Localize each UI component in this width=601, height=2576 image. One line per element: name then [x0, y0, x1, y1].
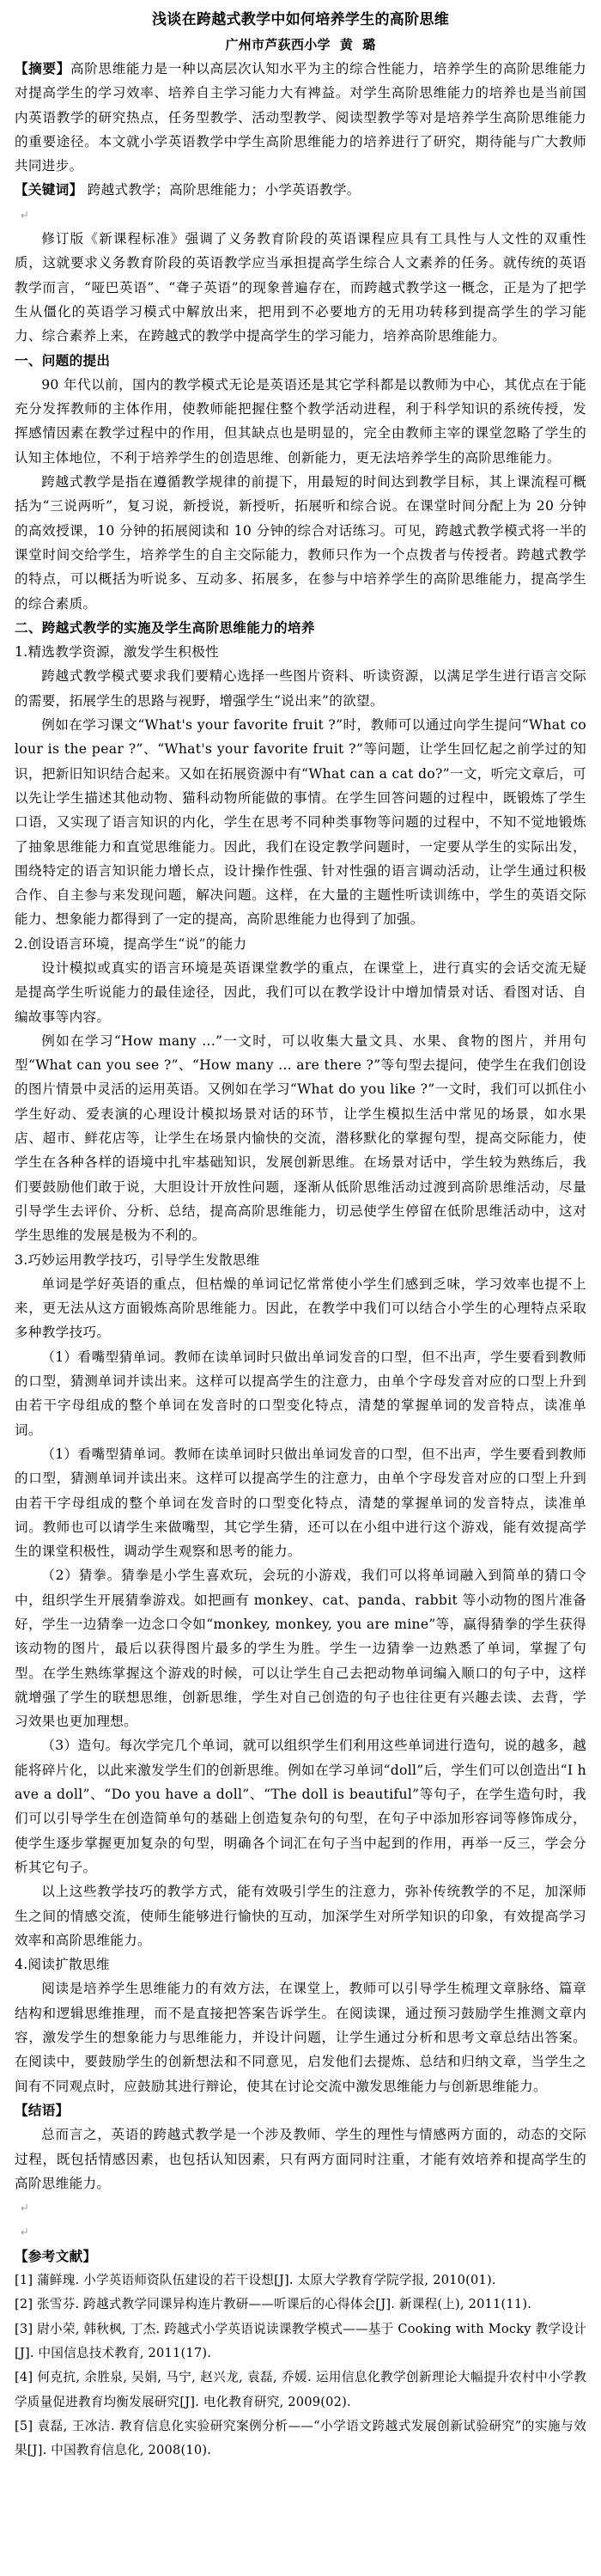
subsection-heading-3: 3.巧妙运用教学技巧，引导学生发散思维 [15, 1251, 260, 1268]
abstract-label: 【摘要】 [15, 60, 71, 76]
section-heading-1: 一、问题的提出 [15, 351, 111, 368]
body-paragraph: 以上这些教学技巧的教学方式，能有效吸引学生的注意力，弥补传统教学的不足，加深师生之间的情感交流，使师生能够进行愉快的互动，加深学生对所学知识的印象，有效提高学习效率和高阶思维能力。 [15, 1884, 586, 1948]
blank-line [15, 203, 586, 227]
reference-item: [2] 张雪芬. 跨越式教学同课异构连片教研——听课后的心得体会[J]. 新课程(上), 2011(11). [15, 2297, 532, 2312]
body-paragraph: 例如在学习课文“What's your favorite fruit ?”时，教师可以通过向学生提问“What colour is the pear ?”、“What's your favorite fruit ?”等问题，让学生回忆起之前学过的知识，把新旧知识结合起来。又如在拓展资源中有“What can a cat do?”一文，听完文章后，可以先让学生描述其他动物、猫科动物所能做的事情。在学生回答问题的过程中，既锻炼了学生口语，又实现了语言知识的内化，学生在思考不同种类事物等问题的过程中，不知不觉地锻炼了抽象思维能力和直觉思维能力。因此，我们在设定教学问题时，一定要从学生的实际出发，围绕特定的语言知识能力增长点，设计操作性强、针对性强的语言调动活动，让学生通过积极合作、自主参与来发现问题，解决问题。这样，在大量的主题性听读训练中，学生的英语交际能力、想象能力都得到了一定的提高，高阶思维能力也得到了加强。 [15, 717, 586, 928]
body-paragraph: 例如在学习“How many ...”一文时，可以收集大量文具、水果、食物的图片，并用句型“What can you see ?”、“How many ... are there ?”等句型去提问，使学生在我们创设的图片情景中灵活的运用英语。又例如在学习“What do you like ?”一文时，我们可以抓住小学生好动、爱表演的心理设计模拟场景对话的环节，让学生模拟生活中常见的场景，如水果店、超市、鲜花店等，让学生在场景内愉快的交流，潜移默化的掌握句型，提高交际能力，使学生在各种各样的语境中扎牢基础知识，发展创新思维。在场景对话中，学生较为熟练后，我们要鼓励他们敢于说，大胆设计开放性问题，逐渐从低阶思维活动过渡到高阶思维活动，尽量引导学生去评价、分析、总结，提高高阶思维能力，切忌使学生停留在低阶思维活动中，这对学生思维的发展是极为不利的。 [15, 1032, 586, 1244]
list-item-paragraph: （3）造句。每次学完几个单词，就可以组织学生们利用这些单词进行造句，说的越多，越能将碎片化，以此来激发学生们的创新思维。例如在学习单词“doll”后，学生们可以创造出“I have a doll”、“Do you have a doll”、“The doll is beautiful”等句子，在学生造句时，我们可以引导学生在创造简单句的基础上创造复杂句的句型，在句子中添加形容词等修饰成分，使学生逐步掌握更加复杂的句型，明确各个词汇在句子当中起到的作用，再举一反三，学会分析其它句子。 [15, 1738, 586, 1875]
list-item-paragraph: （1）看嘴型猜单词。教师在读单词时只做出单词发音的口型，但不出声，学生要看到教师的口型，猜测单词并读出来。这样可以提高学生的注意力，由单个字母发音对应的口型上升到由若干字母组成的整个单词在发音时的口型变化特点，清楚的掌握单词的发音特点，读准单词。教师也可以请学生来做嘴型，其它学生猜，还可以在小组中进行这个游戏，能有效提高学生的课堂积极性，调动学生观察和思考的能力。 [15, 1446, 586, 1560]
conclusion-heading: 【结语】 [15, 2101, 70, 2118]
body-paragraph: 设计模拟或真实的语言环境是英语课堂教学的重点，在课堂上，进行真实的会话交流无疑是提高学生听说能力的最佳途径，因此，我们可以在教学设计中增加情景对话、看图对话、自编故事等内容。 [15, 959, 586, 1025]
intro-paragraph: 修订版《新课程标准》强调了义务教育阶段的英语课程应具有工具性与人文性的双重性质，这就要求义务教育阶段的英语教学应当承担提高学生综合人文素养的任务。就传统的英语教学而言，“哑巴英语”、“聋子英语”的现象普遍存在，而跨越式教学这一概念，正是为了把学生从僵化的英语学习模式中解放出来，把用到不必要地方的无用功转移到提高学生的学习能力、综合素养上来，在跨越式的教学中提高学生的学习能力，培养高阶思维能力。 [15, 231, 586, 344]
body-paragraph: 阅读是培养学生思维能力的有效方法，在课堂上，教师可以引导学生梳理文章脉络、篇章结构和逻辑思维推理，而不是直接把答案告诉学生。在阅读课，通过预习鼓励学生推测文章内容，激发学生的想象能力与思维能力，并设计问题，让学生通过分析和思考文章总结出答案。在阅读中，要鼓励学生的创新想法和不同意见，启发他们去提炼、总结和归纳文章，当学生之间有不同观点时，应鼓励其进行辩论，使其在讨论交流中激发思维能力与创新思维能力。 [15, 1981, 586, 2094]
keywords-text: 跨越式教学；高阶思维能力；小学英语教学。 [82, 182, 361, 198]
return-mark-icon [20, 210, 28, 219]
blank-line [15, 2220, 586, 2244]
reference-item: [5] 袁磊, 王冰洁. 教育信息化实验研究案例分析——“小学语文跨越式发展创新试验研究”的实施与效果[J]. 中国教育信息化, 2008(10). [15, 2418, 586, 2458]
subsection-heading-2: 2.创设语言环境，提高学生“说”的能力 [15, 935, 247, 952]
body-paragraph: 跨越式教学是指在遵循教学规律的前提下，用最短的时间达到教学目标，其上课流程可概括为“三说两听”，复习说，新授说，新授听，拓展听和综合说。在课堂时间分配上为 20 分钟的高效授课，10 分钟的拓展阅读和 10 分钟的综合对话练习。可见，跨越式教学模式将一半的课堂时间交给学生，培养学生的自主交际能力，教师只作为一个点拨者与传授者。跨越式教学的特点，可以概括为听说多、互动多、拓展多，在参与中培养学生的高阶思维能力，提高学生的综合素质。 [15, 474, 586, 612]
abstract [15, 57, 586, 178]
keywords [15, 178, 586, 202]
list-item-paragraph: （2）猜拳。猜拳是小学生喜欢玩，会玩的小游戏，我们可以将单词融入到简单的猜口令中，组织学生开展猜拳游戏。如把画有 monkey、cat、panda、rabbit 等小动物的图片准备好，学生一边猜拳一边念口令如“monkey, monkey, you are mine”等，赢得猜拳的学生获得该动物的图片，最后以获得图片最多的学生为胜。学生一边猜拳一边熟悉了单词，掌握了句型。在学生熟练掌握这个游戏的时候，可以让学生自己去把动物单词编入顺口的句子中，这样就增强了学生的联想思维，创新思维，学生对自己创造的句子也往往更有兴趣去读、去背，学习效果也更加理想。 [15, 1568, 586, 1730]
subsection-heading-4: 4.阅读扩散思维 [15, 1957, 110, 1973]
list-item-paragraph: （1）看嘴型猜单词。教师在读单词时只做出单词发音的口型，但不出声，学生要看到教师的口型，猜测单词并读出来。这样可以提高学生的注意力，由单个字母发音对应的口型上升到由若干字母组成的整个单词在发音时的口型变化特点，清楚的掌握单词的发音特点，读准单词。 [15, 1349, 586, 1438]
author-line: 广州市芦荻西小学 黄 璐 [225, 37, 376, 52]
body-paragraph: 90 年代以前，国内的教学模式无论是英语还是其它学科都是以教师为中心，其优点在于能充分发挥教师的主体作用，使教师能把握住整个教学活动进程，利于科学知识的系统传授，发挥感情因素在教学过程中的作用，但其缺点也是明显的，完全由教师主宰的课堂忽略了学生的认知主体地位，不利于培养学生的创造思维、创新能力，更无法培养学生的高阶思维能力。 [15, 376, 586, 466]
subsection-heading-1: 1.精选教学资源，激发学生积极性 [15, 644, 219, 661]
return-mark-icon [20, 2227, 28, 2236]
section-heading-2: 二、跨越式教学的实施及学生高阶思维能力的培养 [15, 618, 315, 636]
body-paragraph: 单词是学好英语的重点，但枯燥的单词记忆常常使小学生们感到乏味，学习效率也提不上来，更无法从这方面锻炼高阶思维能力。因此，在教学中我们可以结合小学生的心理特点采取多种教学技巧。 [15, 1276, 586, 1341]
paper-title: 浅谈在跨越式教学中如何培养学生的高阶思维 [152, 11, 449, 28]
blank-line [15, 2195, 586, 2220]
conclusion-paragraph: 总而言之，英语的跨越式教学是一个涉及教师、学生的理性与情感两方面的，动态的交际过程，既包括情感因素，也包括认知因素，只有两方面同时注重，才能有效培养和提高学生的高阶思维能力。 [15, 2127, 586, 2191]
references-heading: 【参考文献】 [15, 2247, 97, 2264]
reference-item: [1] 蒲鲜瑰. 小学英语师资队伍建设的若干设想[J]. 太原大学教育学院学报, 2010(01). [15, 2273, 496, 2288]
keywords-label: 【关键词】 [15, 181, 83, 198]
abstract-text: 高阶思维能力是一种以高层次认知水平为主的综合性能力，培养学生的高阶思维能力对提高学生的学习效率、培养自主学习能力大有裨益。对学生高阶思维能力的培养也是当前国内英语教学的研究热点，任务型教学、活动型教学、阅读型教学等对是培养学生高阶思维能力的重要途径。本文就小学英语教学中学生高阶思维能力的培养进行了研究，期待能与广大教师共同进步。 [15, 61, 586, 174]
reference-item: [4] 何克抗, 余胜泉, 吴娟, 马宁, 赵兴龙, 袁磊, 乔媛. 运用信息化教学创新理论大幅提升农村中小学教学质量促进教育均衡发展研究[J]. 电化教育研究, 2009(02). [15, 2370, 586, 2409]
reference-item: [3] 尉小荣, 韩秋枫, 丁杰. 跨越式小学英语说读课教学模式——基于 Cooking with Mocky 教学设计[J]. 中国信息技术教育, 2011(17). [15, 2321, 586, 2360]
return-mark-icon [20, 2203, 28, 2212]
body-paragraph: 跨越式教学模式要求我们要精心选择一些图片资料、听读资源，以满足学生进行语言交际的需要，拓展学生的思路与视野，增强学生“说出来”的欲望。 [15, 668, 586, 709]
